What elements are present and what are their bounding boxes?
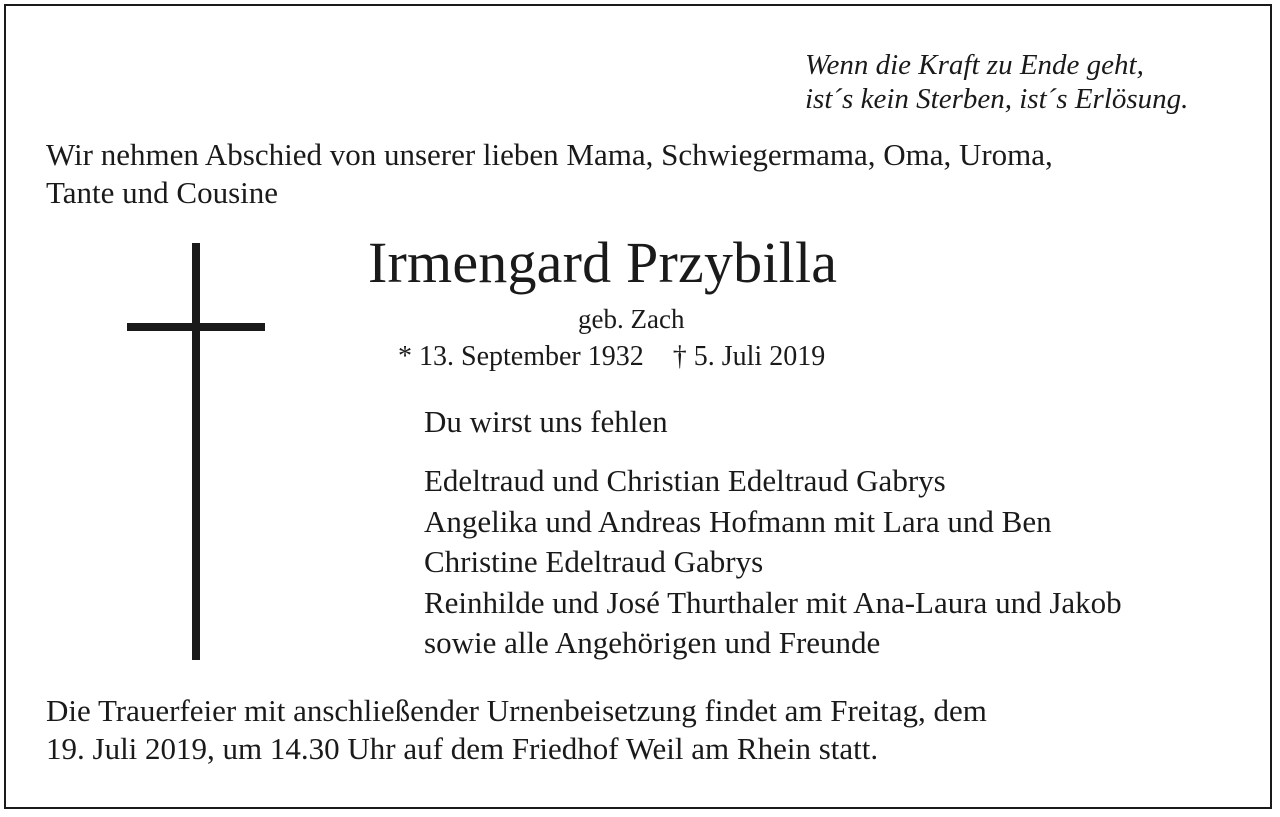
intro-text [46, 136, 1246, 212]
motto-line-2: ist´s kein Sterben, ist´s Erlösung. [805, 83, 1189, 115]
maiden-name: geb. Zach [578, 304, 685, 334]
life-dates [398, 340, 825, 374]
farewell-line: Du wirst uns fehlen [424, 404, 668, 439]
birth-date: * 13. September 1932 [398, 341, 644, 372]
mourner-entry: Angelika und Andreas Hofmann mit Lara und Ben [424, 503, 1052, 539]
motto-quote [805, 48, 1265, 116]
death-date: † 5. Juli 2019 [672, 341, 826, 372]
intro-line-2: Tante und Cousine [46, 175, 279, 210]
mourner-entry: Reinhilde und José Thurthaler mit Ana-Laura und Jakob [424, 584, 1122, 620]
mourner-entry: Edeltraud und Christian Edeltraud Gabrys [424, 463, 946, 498]
ceremony-info [46, 692, 987, 768]
mourner-entry: sowie alle Angehörigen und Freunde [424, 625, 881, 660]
deceased-name: Irmengard Przybilla [368, 230, 838, 295]
mourner-entry: Christine Edeltraud Gabrys [424, 544, 764, 579]
intro-line-1: Wir nehmen Abschied von unserer lieben Mama, Schwiegermama, Oma, Uroma, [46, 137, 1053, 172]
ceremony-line-2: 19. Juli 2019, um 14.30 Uhr auf dem Friedhof Weil am Rhein statt. [46, 731, 879, 766]
motto-line-1: Wenn die Kraft zu Ende geht, [805, 49, 1144, 81]
ceremony-line-1: Die Trauerfeier mit anschließender Urnenbeisetzung findet am Freitag, dem [46, 693, 987, 728]
mourners-list [424, 461, 1122, 664]
